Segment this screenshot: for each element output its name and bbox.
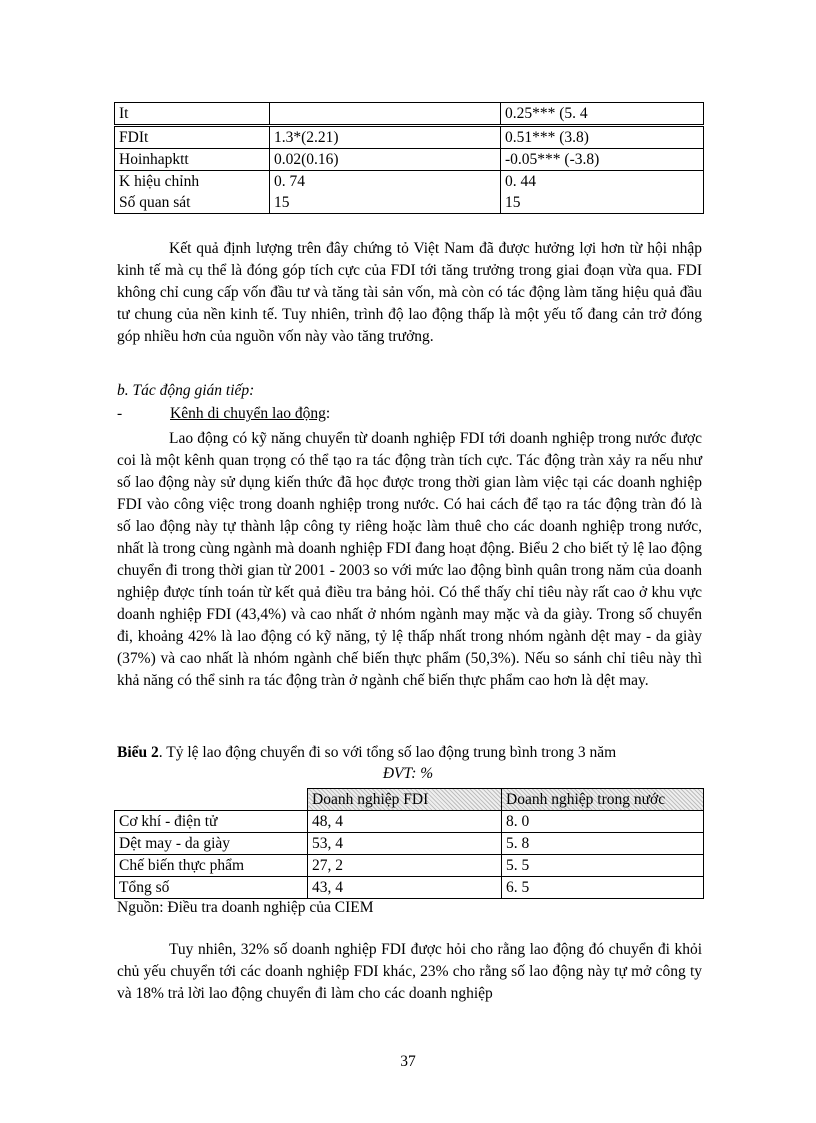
table-row [115, 833, 704, 855]
table-row [115, 126, 704, 149]
table-cell: FDIt [115, 126, 270, 149]
table-cell: Tổng số [115, 877, 308, 899]
table-cell: It [115, 103, 270, 126]
table-row [115, 103, 704, 126]
table-row [115, 855, 704, 877]
table-cell: 0.51*** (3.8) [501, 126, 704, 149]
table-header-cell: Doanh nghiệp FDI [308, 789, 502, 811]
cell-line: 0. 74 [274, 173, 305, 190]
table-cell: 6. 5 [502, 877, 704, 899]
bullet-label: Kênh di chuyển lao động [170, 405, 326, 422]
table-cell: Hoinhapktt [115, 149, 270, 171]
source-note: Nguồn: Điều tra doanh nghiệp của CIEM [117, 899, 374, 916]
table-caption [117, 744, 616, 762]
table-cell: 43, 4 [308, 877, 502, 899]
table-cell: 0.25*** (5. 4 [501, 103, 704, 126]
page-number: 37 [400, 1053, 416, 1070]
table-cell: Dệt may - da giày [115, 833, 308, 855]
table-cell [270, 171, 501, 214]
table-cell [501, 171, 704, 214]
table-cell: 53, 4 [308, 833, 502, 855]
bullet-colon: : [325, 405, 331, 422]
table-cell [115, 171, 270, 214]
section-heading: b. Tác động gián tiếp: [117, 382, 255, 399]
paragraph: Tuy nhiên, 32% số doanh nghiệp FDI được hỏi cho rằng lao động đó chuyển đi khỏi chủ yếu chuyển tới các doanh nghiệp FDI khác, 23% cho rằng số lao động này tự mở công ty và 18% trả lời lao động chuyển đi làm cho các doanh nghiệp [117, 941, 702, 1002]
bullet-item [170, 405, 330, 423]
table-cell: 5. 5 [502, 855, 704, 877]
cell-line: K hiệu chỉnh [119, 173, 200, 190]
cell-line: 15 [505, 194, 521, 211]
table-cell: -0.05*** (-3.8) [501, 149, 704, 171]
bullet-marker: - [117, 405, 123, 422]
table-cell: 48, 4 [308, 811, 502, 833]
unit-label: ĐVT: % [382, 765, 434, 782]
table-row [115, 811, 704, 833]
table-cell: Cơ khí - điện tử [115, 811, 308, 833]
caption-label: Biểu 2 [117, 744, 159, 761]
table-header-cell: Doanh nghiệp trong nước [502, 789, 704, 811]
cell-line: 15 [274, 194, 290, 211]
table-cell: 1.3*(2.21) [270, 126, 501, 149]
paragraph: Lao động có kỹ năng chuyển từ doanh nghiệp FDI tới doanh nghiệp trong nước được coi là một kênh quan trọng có thể tạo ra tác động tràn tích cực. Tác động tràn xảy ra nếu như số lao động này sử dụng kiến thức đã học được trong thời gian làm việc tại các doanh nghiệp FDI vào công việc trong doanh nghiệp trong nước. Có hai cách để tạo ra tác động tràn đó là số lao động này tự thành lập công ty riêng hoặc làm thuê cho các doanh nghiệp trong nước, nhất là trong cùng ngành mà doanh nghiệp FDI đang hoạt động. Biểu 2 cho biết tỷ lệ lao động chuyển đi trong thời gian từ 2001 - 2003 so với mức lao động bình quân trong năm của doanh nghiệp được tính toán từ kết quả điều tra bảng hỏi. Có thể thấy chỉ tiêu này rất cao ở khu vực doanh nghiệp FDI (43,4%) và cao nhất ở nhóm ngành may mặc và da giày. Trong số chuyển đi, khoảng 42% là lao động có kỹ năng, tỷ lệ thấp nhất trong nhóm ngành dệt may - da giày (37%) và cao nhất là nhóm ngành chế biến thực phẩm (50,3%). Nếu so sánh chỉ tiêu này thì khả năng có thể sinh ra tác động tràn ở ngành chế biến thực phẩm cao hơn là dệt may. [117, 430, 702, 689]
table-cell: 0.02(0.16) [270, 149, 501, 171]
table-row [115, 149, 704, 171]
table-row [115, 877, 704, 899]
paragraph: Kết quả định lượng trên đây chứng tỏ Việt Nam đã được hưởng lợi hơn từ hội nhập kinh tế mà cụ thể là đóng góp tích cực của FDI tới tăng trưởng trong giai đoạn vừa qua. FDI không chỉ cung cấp vốn đầu tư và tăng tài sản vốn, mà còn có tác động làm tăng hiệu quả đầu tư chung của nền kinh tế. Tuy nhiên, trình độ lao động thấp là một yếu tố đang cản trở đóng góp nhiều hơn của nguồn vốn này vào tăng trưởng. [117, 240, 702, 345]
table-row [115, 171, 704, 214]
cell-line: 0. 44 [505, 173, 536, 190]
table-cell: 27, 2 [308, 855, 502, 877]
table-header-row [115, 789, 704, 811]
table-cell [270, 103, 501, 126]
caption-text: . Tỷ lệ lao động chuyển đi so với tổng số lao động trung bình trong 3 năm [158, 744, 617, 761]
cell-line: Số quan sát [119, 194, 191, 211]
labor-table [114, 788, 704, 899]
table-header-cell [115, 789, 308, 811]
table-cell: 8. 0 [502, 811, 704, 833]
regression-table [114, 102, 704, 214]
table-cell: Chế biến thực phẩm [115, 855, 308, 877]
table-cell: 5. 8 [502, 833, 704, 855]
